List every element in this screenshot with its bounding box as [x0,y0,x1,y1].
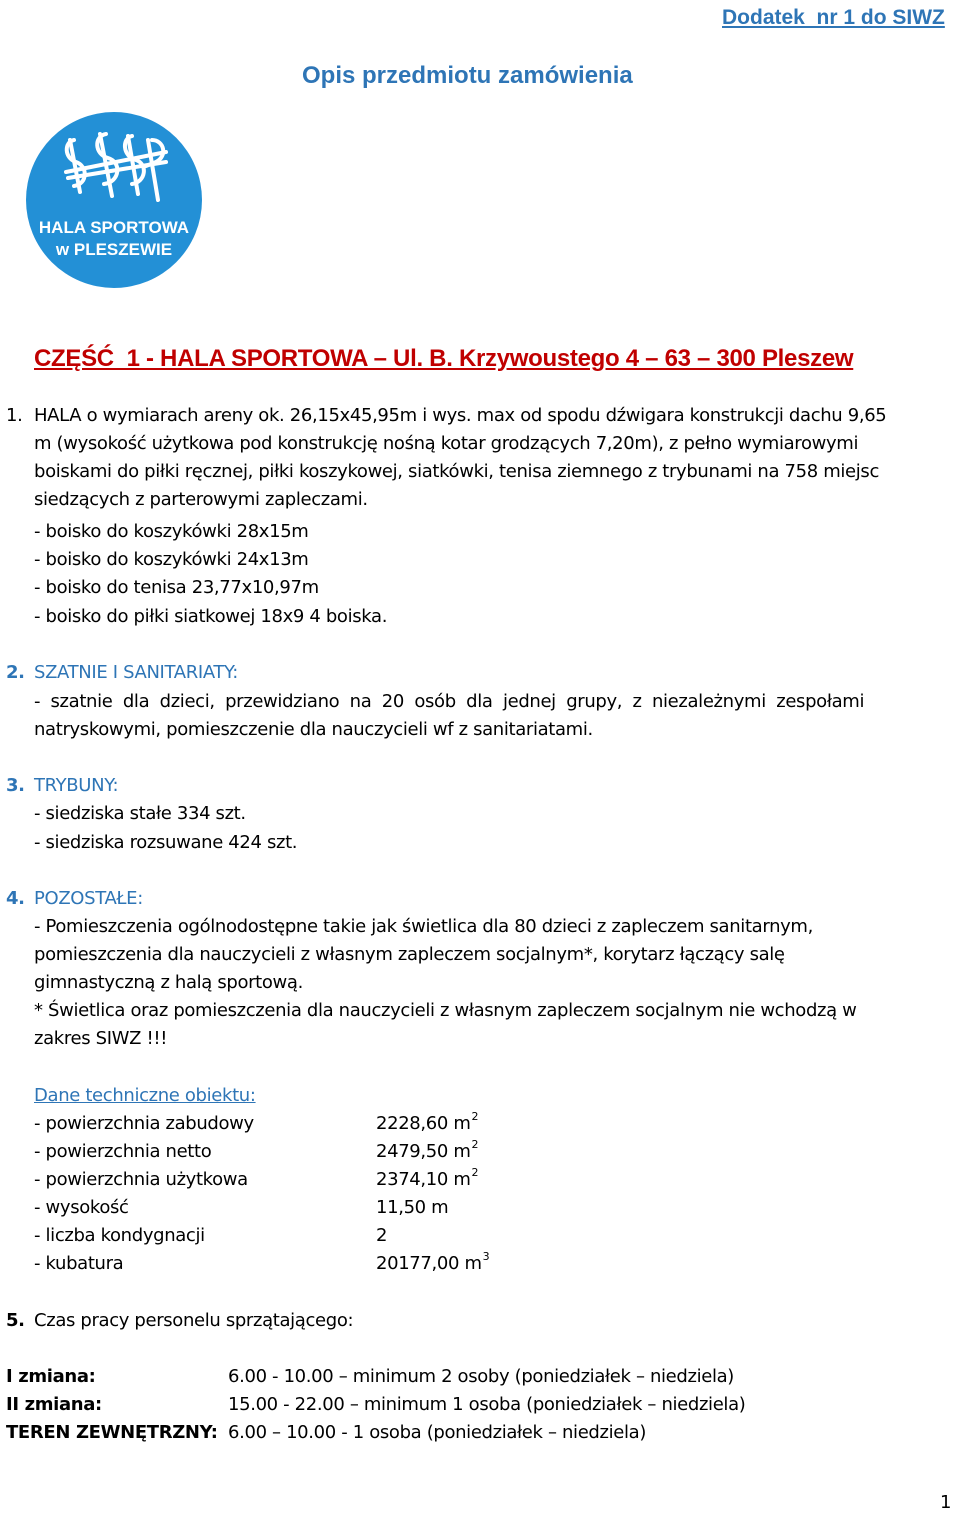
tech-label: - powierzchnia użytkowa [34,1169,248,1190]
section2-number: 2. [6,662,25,683]
section4-number: 4. [6,888,25,909]
tech-label: - wysokość [34,1197,129,1218]
section3-item: - siedziska stałe 334 szt. [34,803,246,824]
shift-label: II zmiana: [6,1394,102,1415]
tech-label: - powierzchnia netto [34,1141,212,1162]
section4-line: gimnastyczną z halą sportową. [34,972,303,993]
section1-item: - boisko do tenisa 23,77x10,97m [34,577,319,598]
tech-heading: Dane techniczne obiektu: [34,1085,256,1106]
page-number: 1 [940,1492,952,1513]
section1-item: - boisko do koszykówki 24x13m [34,549,309,570]
section2-title: SZATNIE I SANITARIATY: [34,662,239,683]
appendix-label: Dodatek nr 1 do SIWZ [722,6,945,29]
tech-value: 2374,10 $m^2$ [376,1166,479,1190]
section1-line: HALA o wymiarach areny ok. 26,15x45,95m i wys. max od spodu dźwigara konstrukcji dachu 9,65 [34,405,887,426]
section1-line: m (wysokość użytkowa pod konstrukcję nośną kotar grodzących 7,20m), z pełno wymiarowymi [34,433,859,454]
tech-value: 2228,60 $m^2$ [376,1110,479,1134]
tech-label: - liczba kondygnacji [34,1225,205,1246]
section4-line: zakres SIWZ !!! [34,1028,168,1049]
logo-text-line1: HALA SPORTOWA [38,218,190,237]
tech-value: 2 [376,1225,388,1246]
shift-value: 15.00 - 22.00 – minimum 1 osoba (poniedziałek – niedziela) [228,1394,746,1415]
section2-line: natryskowymi, pomieszczenie dla nauczycieli wf z sanitariatami. [34,719,593,740]
tech-label: - kubatura [34,1253,124,1274]
hala-sportowa-logo [26,112,202,288]
ssp-monogram-icon [26,112,202,288]
section4-line: - Pomieszczenia ogólnodostępne takie jak świetlica dla 80 dzieci z zapleczem sanitarnym, [34,916,813,937]
section1-line: siedzących z parterowymi zapleczami. [34,489,368,510]
tech-value: 2479,50 $m^2$ [376,1138,479,1162]
logo-text-line2: w PLESZEWIE [55,240,173,259]
section5-title: Czas pracy personelu sprzątającego: [34,1310,354,1331]
page-title: Opis przedmiotu zamówienia [302,62,633,89]
shift-value: 6.00 – 10.00 - 1 osoba (poniedziałek – niedziela) [228,1422,646,1443]
tech-label: - powierzchnia zabudowy [34,1113,254,1134]
shift-label: I zmiana: [6,1366,96,1387]
section4-title: POZOSTAŁE: [34,888,143,909]
section3-number: 3. [6,775,25,796]
section5-number: 5. [6,1310,25,1331]
section3-title: TRYBUNY: [34,775,119,796]
section1-line: boiskami do piłki ręcznej, piłki koszykowej, siatkówki, tenisa ziemnego z trybunami na 758 miejsc [34,461,880,482]
section3-item: - siedziska rozsuwane 424 szt. [34,832,298,853]
section4-line: * Świetlica oraz pomieszczenia dla nauczycieli z własnym zapleczem socjalnym nie wchodzą w [34,1000,857,1021]
tech-value: 11,50 m [376,1197,449,1218]
section1-item: - boisko do piłki siatkowej 18x9 4 boiska. [34,606,388,627]
section2-line: - szatnie dla dzieci, przewidziano na 20 osób dla jednej grupy, z niezależnymi zespołami [34,691,865,712]
section1-item: - boisko do koszykówki 28x15m [34,521,309,542]
section4-line: pomieszczenia dla nauczycieli z własnym zapleczem socjalnym*, korytarz łączący salę [34,944,785,965]
part-title: CZĘŚĆ 1 - HALA SPORTOWA – Ul. B. Krzywoustego 4 – 63 – 300 Pleszew [34,345,854,372]
section1-number: 1. [6,405,23,426]
tech-value: 20177,00 $m^3$ [376,1250,490,1274]
shift-value: 6.00 - 10.00 – minimum 2 osoby (poniedziałek – niedziela) [228,1366,734,1387]
shift-label: TEREN ZEWNĘTRZNY: [6,1422,218,1443]
